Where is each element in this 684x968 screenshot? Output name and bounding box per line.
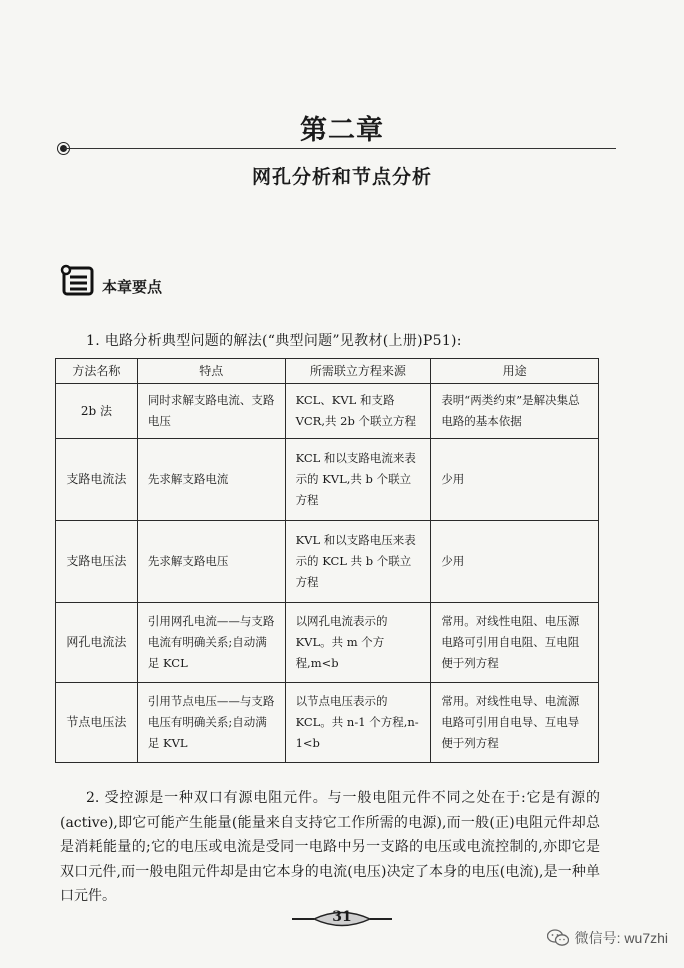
- point-2-text: 2. 受控源是一种双口有源电阻元件。与一般电阻元件不同之处在于:它是有源的(active),即它可能产生能量(能量来自支持它工作所需的电源),而一般(正)电阻元件却总是消耗能量的;它的电压或电流是受同一电路中另一支路的电压或电流控制的,亦即它是双口元件,而一般电阻元件却是由它本身的电流(电压)决定了本身的电压(电流),是一种单口元件。: [60, 790, 600, 904]
- cell-equation-source: KCL 和以支路电流来表示的 KVL,共 b 个联立方程: [285, 439, 431, 521]
- cell-usage: 常用。对线性电导、电流源电路可引用自电导、互电导便于列方程: [431, 683, 599, 763]
- header-method: 方法名称: [56, 359, 138, 384]
- cell-method: 2b 法: [56, 384, 138, 439]
- table-row: [56, 603, 599, 683]
- table-row: [56, 384, 599, 439]
- section-heading: [60, 264, 260, 300]
- cell-usage: 表明“两类约束”是解决集总电路的基本依据: [431, 384, 599, 439]
- cell-feature: 先求解支路电压: [137, 521, 285, 603]
- page-number: 31: [332, 909, 352, 925]
- chapter-rule: [64, 148, 616, 149]
- cell-method: 支路电流法: [56, 439, 138, 521]
- watermark-text: 微信号: wu7zhi: [574, 930, 668, 946]
- cell-method: 节点电压法: [56, 683, 138, 763]
- wechat-icon: [547, 929, 569, 947]
- section-label: 本章要点: [102, 278, 163, 296]
- methods-table: [55, 358, 599, 763]
- table-header-row: [56, 359, 599, 384]
- point-1-text: 1. 电路分析典型问题的解法(“典型问题”见教材(上册)P51):: [86, 333, 462, 349]
- page-number-ornament: [292, 908, 392, 930]
- cell-feature: 先求解支路电流: [137, 439, 285, 521]
- cell-feature: 引用网孔电流——与支路电流有明确关系;自动满足 KCL: [137, 603, 285, 683]
- cell-method: 网孔电流法: [56, 603, 138, 683]
- table-row: [56, 439, 599, 521]
- cell-equation-source: KVL 和以支路电压来表示的 KCL 共 b 个联立方程: [285, 521, 431, 603]
- cell-feature: 同时求解支路电流、支路电压: [137, 384, 285, 439]
- chapter-number: 第二章: [300, 115, 384, 146]
- header-usage: 用途: [431, 359, 599, 384]
- table-row: [56, 521, 599, 603]
- table-row: [56, 683, 599, 763]
- cell-usage: 少用: [431, 439, 599, 521]
- cell-equation-source: KCL、KVL 和支路VCR,共 2b 个联立方程: [285, 384, 431, 439]
- cell-usage: 少用: [431, 521, 599, 603]
- header-feature: 特点: [137, 359, 285, 384]
- cell-equation-source: 以网孔电流表示的KVL。共 m 个方程,m<b: [285, 603, 431, 683]
- cell-method: 支路电压法: [56, 521, 138, 603]
- cell-feature: 引用节点电压——与支路电压有明确关系;自动满足 KVL: [137, 683, 285, 763]
- watermark: [547, 928, 668, 948]
- notes-icon: [60, 264, 96, 298]
- cell-usage: 常用。对线性电阻、电压源电路可引用自电阻、互电阻便于列方程: [431, 603, 599, 683]
- chapter-title: 网孔分析和节点分析: [251, 166, 432, 188]
- cell-equation-source: 以节点电压表示的KCL。共 n-1 个方程,n-1<b: [285, 683, 431, 763]
- header-equation-source: 所需联立方程来源: [285, 359, 431, 384]
